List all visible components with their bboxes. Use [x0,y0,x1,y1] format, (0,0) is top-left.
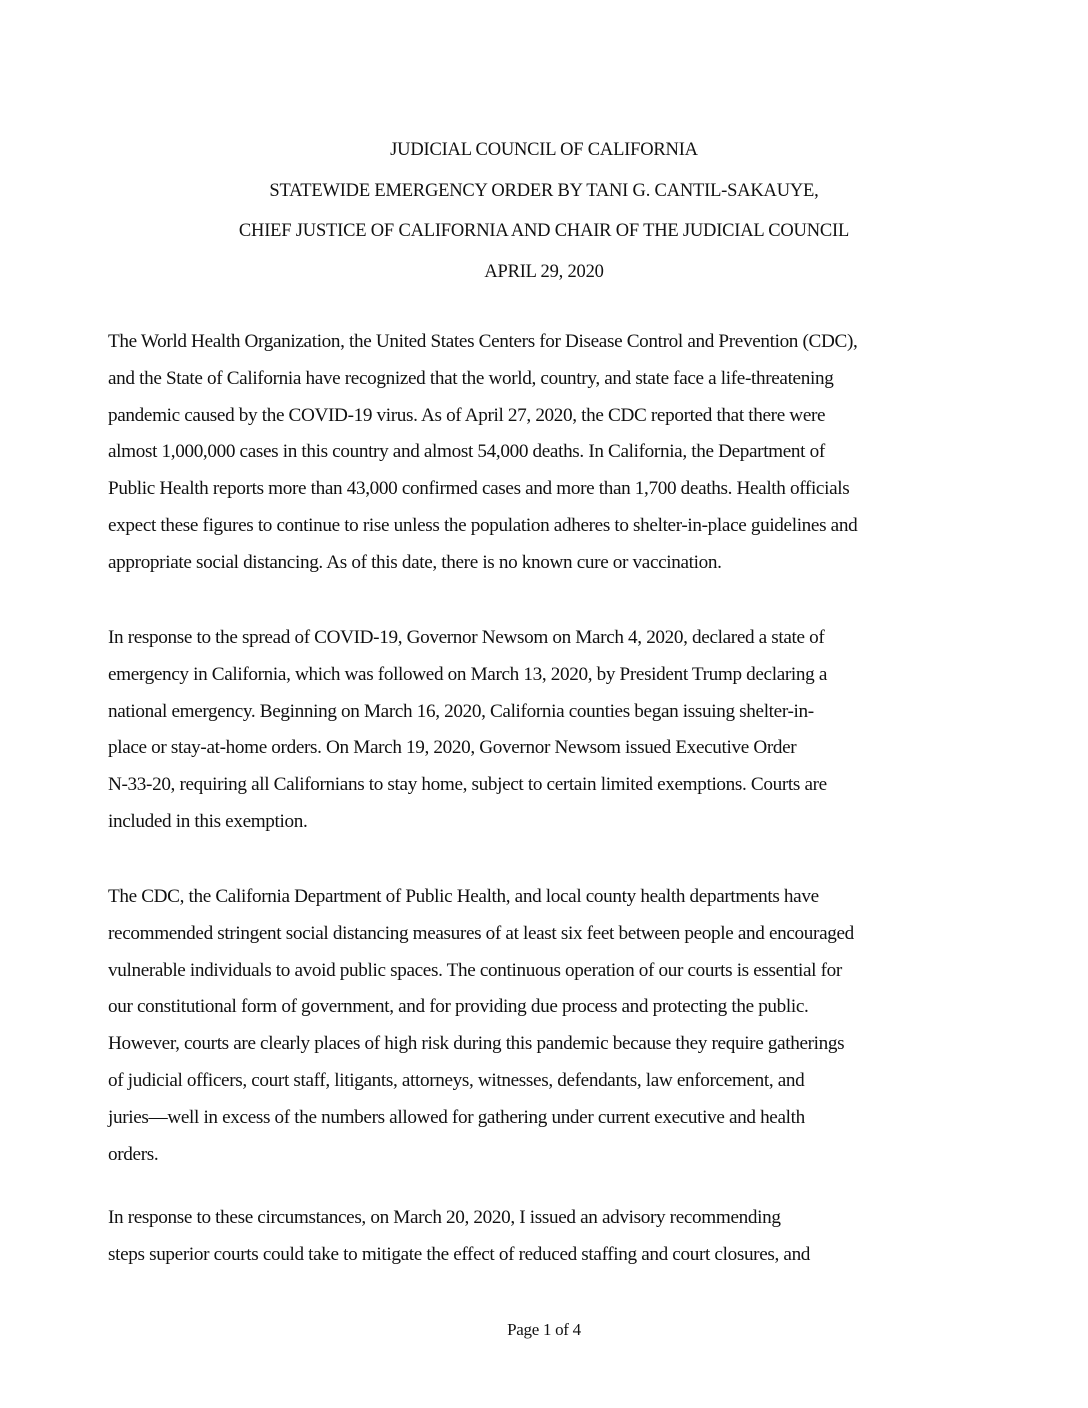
text-line: expect these figures to continue to rise unless the population adheres to shelter-in-place guidelines and [108,514,858,536]
paragraph-pandemic-background [108,324,988,582]
text-line: included in this exemption. [108,810,308,832]
text-line: almost 1,000,000 cases in this country and almost 54,000 deaths. In California, the Department of [108,441,825,463]
paragraph-advisory [108,1200,988,1274]
paragraph-emergency-declarations [108,620,988,841]
text-line: and the State of California have recognized that the world, country, and state face a life-threatening [108,367,834,389]
text-line: vulnerable individuals to avoid public spaces. The continuous operation of our courts is essential for [108,959,842,981]
text-line: N-33-20, requiring all Californians to stay home, subject to certain limited exemptions. Courts are [108,774,827,796]
document-heading [0,130,1088,292]
heading-line-order-title: STATEWIDE EMERGENCY ORDER BY TANI G. CANTIL-SAKAUYE, [269,180,819,201]
heading-line-date: APRIL 29, 2020 [484,261,604,282]
page-number: Page 1 of 4 [507,1320,581,1339]
text-line: The CDC, the California Department of Public Health, and local county health departments have [108,886,819,907]
paragraph-court-risk [108,879,988,1173]
text-line: appropriate social distancing. As of this date, there is no known cure or vaccination. [108,551,722,573]
text-line: In response to the spread of COVID-19, Governor Newsom on March 4, 2020, declared a state of [108,627,825,648]
text-line: orders. [108,1143,159,1165]
heading-line-organization: JUDICIAL COUNCIL OF CALIFORNIA [390,140,698,160]
text-line: Public Health reports more than 43,000 confirmed cases and more than 1,700 deaths. Health officials [108,478,850,500]
text-line: place or stay-at-home orders. On March 19, 2020, Governor Newsom issued Executive Order [108,737,797,759]
text-line: steps superior courts could take to mitigate the effect of reduced staffing and court closures, and [108,1243,811,1265]
text-line: recommended stringent social distancing measures of at least six feet between people and encouraged [108,922,854,944]
text-line: pandemic caused by the COVID-19 virus. As of April 27, 2020, the CDC reported that there were [108,404,826,426]
text-line: However, courts are clearly places of high risk during this pandemic because they require gatherings [108,1033,845,1055]
text-line: The World Health Organization, the United States Centers for Disease Control and Prevention (CDC), [108,331,858,352]
text-line: of judicial officers, court staff, litigants, attorneys, witnesses, defendants, law enforcement, and [108,1069,805,1091]
heading-line-issuer: CHIEF JUSTICE OF CALIFORNIA AND CHAIR OF THE JUDICIAL COUNCIL [238,221,850,241]
text-line: our constitutional form of government, and for providing due process and protecting the public. [108,996,809,1018]
text-line: In response to these circumstances, on March 20, 2020, I issued an advisory recommending [108,1207,781,1228]
text-line: national emergency. Beginning on March 16, 2020, California counties began issuing shelter-in- [108,700,814,722]
text-line: juries—well in excess of the numbers allowed for gathering under current executive and health [108,1106,805,1128]
text-line: emergency in California, which was followed on March 13, 2020, by President Trump declaring a [108,663,827,685]
